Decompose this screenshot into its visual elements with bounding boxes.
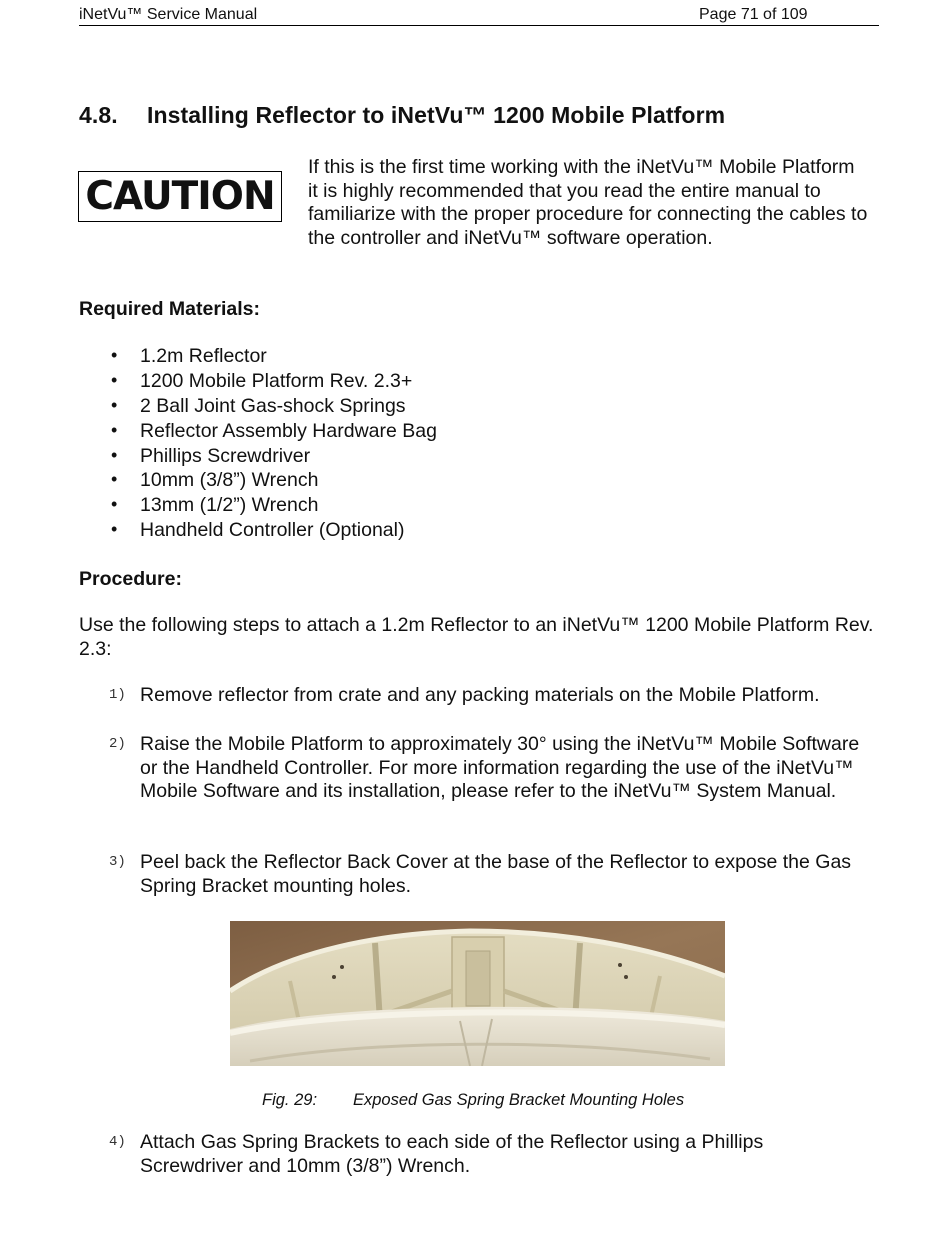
step-number: 4) (109, 1134, 126, 1150)
caution-text: If this is the first time working with the iNetVu™ Mobile Platform it is highly recommended that you read the entire manual to familiarize with the proper procedure for connecting the cables to the controller and iNetVu™ software operation. (308, 156, 868, 249)
section-heading (79, 101, 725, 129)
bullet-icon: • (111, 369, 118, 390)
material-item: 13mm (1/2”) Wrench (140, 494, 319, 517)
caution-label-box (78, 171, 282, 222)
header-manual-title: iNetVu™ Service Manual (79, 6, 258, 23)
bullet-icon: • (111, 469, 118, 490)
section-title: Installing Reflector to iNetVu™ 1200 Mobile Platform (147, 102, 726, 128)
page-header (79, 6, 879, 26)
material-item: 1200 Mobile Platform Rev. 2.3+ (140, 369, 413, 392)
material-item: Reflector Assembly Hardware Bag (140, 419, 437, 442)
material-item: Phillips Screwdriver (140, 444, 311, 467)
bullet-icon: • (111, 444, 118, 465)
procedure-intro: Use the following steps to attach a 1.2m Reflector to an iNetVu™ 1200 Mobile Platform Rev. 2.3: (79, 614, 874, 660)
materials-heading: Required Materials: (79, 298, 260, 320)
header-page-number: Page 71 of 109 (699, 6, 808, 23)
bullet-icon: • (111, 519, 118, 540)
section-number: 4.8. (79, 102, 118, 128)
step-text: Peel back the Reflector Back Cover at the base of the Reflector to expose the Gas Spring Bracket mounting holes. (140, 851, 852, 897)
bullet-icon: • (111, 394, 118, 415)
step-number: 3) (109, 854, 126, 870)
material-item: 1.2m Reflector (140, 345, 267, 367)
material-item: 10mm (3/8”) Wrench (140, 469, 319, 492)
material-item: 2 Ball Joint Gas-shock Springs (140, 394, 406, 417)
step-number: 2) (109, 736, 126, 752)
reflector-photo (230, 921, 725, 1066)
figure-label: Fig. 29: (262, 1091, 318, 1109)
procedure-heading: Procedure: (79, 568, 182, 590)
caution-label: CAUTION (85, 174, 275, 219)
step-text: Remove reflector from crate and any packing materials on the Mobile Platform. (140, 684, 820, 706)
step-number: 1) (109, 687, 126, 703)
bullet-icon: • (111, 345, 118, 365)
step-text: Raise the Mobile Platform to approximately 30° using the iNetVu™ Mobile Software or the Handheld Controller. For more information regarding the use of the iNetVu™ Mobile Software and its installation, please refer to the iNetVu™ System Manual. (140, 733, 860, 802)
bullet-icon: • (111, 494, 118, 515)
bullet-icon: • (111, 419, 118, 440)
figure-caption (262, 1090, 684, 1110)
material-item: Handheld Controller (Optional) (140, 519, 405, 542)
figure-caption-text: Exposed Gas Spring Bracket Mounting Holes (353, 1091, 685, 1109)
step-text: Attach Gas Spring Brackets to each side of the Reflector using a Phillips Screwdriver and 10mm (3/8”) Wrench. (140, 1131, 764, 1177)
